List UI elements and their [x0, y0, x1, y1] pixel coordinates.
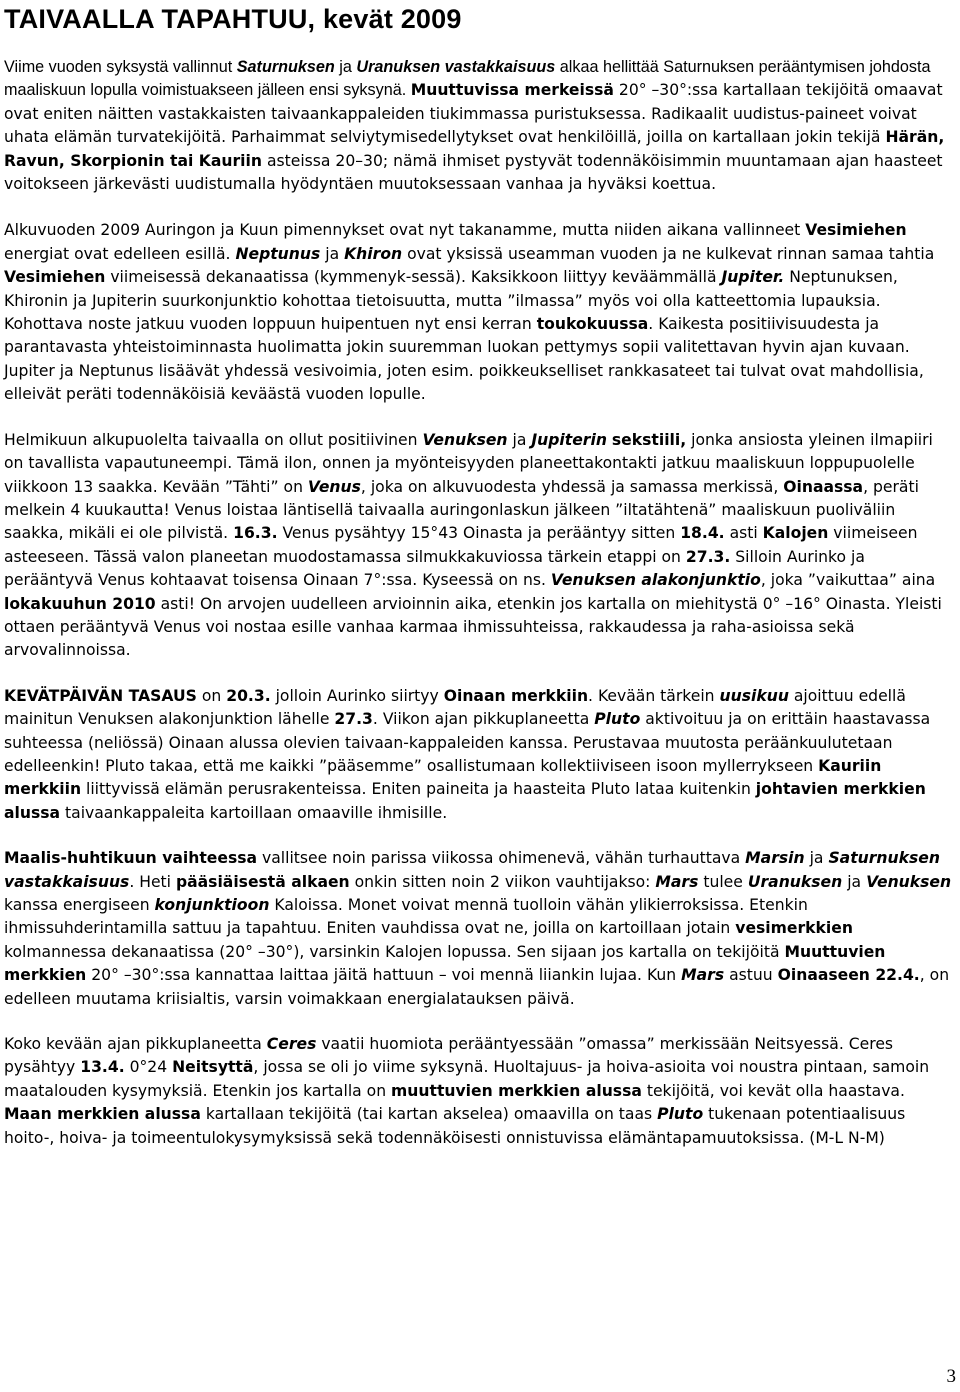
text-run: Oinaaseen 22.4.	[777, 966, 920, 985]
text-run: Silloin Aurinko ja perääntyvä Venus kohtaavat toisensa Oinaan 7°:ssa. Kyseessä on ns.	[4, 547, 865, 590]
text-run: asti! On arvojen uudelleen arvioinnin aika, etenkin jos kartalla on miehitystä 0° –16° Oinasta. Yleisti ottaen perääntyvä Venus voi nostaa esille vanhaa karmaa ihmissuhteissa, rakkaudessa ja raha-asioissa sekä arvovalinnoissa.	[4, 594, 942, 660]
text-run: Ceres	[266, 1035, 317, 1054]
text-run: Venus pysähtyy 15°43 Oinasta ja perääntyy sitten	[277, 524, 681, 543]
text-run: Jupiterin	[531, 430, 607, 449]
text-run: . Kaikesta positiivisuudesta ja parantavasta yhteistoiminnasta huolimatta jokin suuremman luokan pettymys sopii valitettavan hyvin ajan kuvaan. Jupiter ja Neptunus lisäävät yhdessä vesivoimia, joten esim. poikkeukselliset rankkasateet tai tulvat ovat mahdollisia, elleivät peräti todennäköisiä keväästä vuoden lopulle.	[4, 315, 924, 404]
text-run: Alkuvuoden 2009 Auringon ja Kuun pimennykset ovat nyt takanamme, mutta niiden aikana vallinneet	[4, 221, 806, 240]
text-run: Saturnuksen vastakkaisuus	[4, 849, 940, 891]
text-run: taivaankappaleita kartoillaan omaaville ihmisille.	[60, 803, 448, 822]
text-run: astuu	[724, 966, 778, 985]
text-run: vesimerkkien	[735, 919, 853, 938]
paragraph-eclipses-neptune	[4, 219, 956, 406]
text-run: onkin sitten noin 2 viikon vauhtijakso:	[349, 872, 656, 891]
text-run: 20.3.	[226, 686, 271, 705]
text-run: Venus	[307, 477, 361, 496]
text-run: uusikuu	[719, 686, 789, 705]
text-run: KEVÄTPÄIVÄN TASAUS	[4, 686, 197, 705]
text-run: Oinaan merkkiin	[443, 686, 589, 705]
text-run: viimeiseen asteeseen. Tässä valon planeetan muodostamassa silmukkakuviossa tärkein etappi on	[4, 524, 918, 566]
text-run: Kalojen	[762, 524, 829, 543]
text-run: energiat ovat edelleen esillä.	[4, 244, 236, 263]
text-run: , joka on alkuvuodesta yhdessä ja samassa merkissä,	[360, 477, 784, 496]
text-run: Kauriin merkkiin	[4, 756, 882, 799]
paragraph-mars	[4, 847, 956, 1011]
text-run: Viime vuoden syksystä vallinnut	[4, 58, 237, 76]
text-run: 13.4.	[80, 1058, 125, 1077]
text-run: . Heti	[129, 872, 176, 891]
text-run: , joka ”vaikuttaa” aina	[760, 571, 936, 590]
text-run: kartallaan tekijöitä (tai kartan akselea) omaavilla on taas	[200, 1105, 658, 1124]
text-run: Maan merkkien alussa	[4, 1105, 201, 1124]
text-run: sekstiili,	[611, 430, 687, 449]
document-page	[4, 0, 956, 1150]
text-run: konjunktioon	[154, 896, 270, 914]
text-run: vaatii huomiota perääntyessään ”omassa” merkissään Neitsyessä. Ceres pysähtyy	[4, 1035, 894, 1077]
text-run: , jossa se oli jo viime syksynä. Huoltajuus- ja hoiva-asioita voi noustra pintaan, samoin maatalouden kysymyksiä. Etenkin jos kartalla on	[4, 1058, 930, 1100]
text-run: asti	[724, 524, 763, 543]
text-run: Koko kevään ajan pikkuplaneetta	[4, 1035, 267, 1054]
text-run: ja	[507, 430, 532, 449]
text-run: jonka ansiosta yleinen ilmapiiri on tavallista vapautuneempi. Tämä ilon, onnen ja myönteisyyden planeettakontakti jatkuu maaliskuun loppupuolelle viikkoon 13 saakka. Kevään ”Tähti” on	[4, 430, 933, 496]
text-run: Khiron	[344, 244, 403, 263]
text-run: Oinaassa	[783, 477, 864, 496]
text-run: Mars	[681, 966, 725, 985]
text-run: Jupiter.	[721, 268, 785, 287]
text-run: Neptunus	[235, 244, 321, 263]
text-run: kanssa energiseen	[4, 896, 155, 914]
text-run: ja	[334, 58, 357, 76]
text-run: Uranuksen vastakkaisuus	[356, 58, 556, 76]
text-run: kolmannessa dekanaatissa (20° –30°), varsinkin Kalojen lopussa. Sen sijaan jos kartalla on tekijöitä	[4, 942, 785, 961]
text-run: 20° –30°:ssa kartallaan tekijöitä omaavat ovat eniten näitten vastakkaisten taivaankappaleiden tiukimmassa puristuksessa. Radikaalit uudistus-paineet voivat uhata elämän turvatekijöitä. Parhaimmat selviytymisedellytykset ovat henkilöillä, joilla on kartallaan jokin tekijä	[4, 81, 943, 147]
text-run: vallitsee noin parissa viikossa ohimenevä, vähän turhauttava	[257, 849, 746, 868]
text-run: Vesimiehen	[805, 221, 907, 240]
paragraph-ceres	[4, 1033, 956, 1150]
paragraph-venus	[4, 429, 956, 663]
text-run: Mars	[655, 872, 699, 891]
text-run: alkaa hellittää Saturnuksen perääntymisen johdosta maaliskuun lopulla voimistuakseen jälleen ensi syksynä.	[4, 58, 931, 100]
text-run: tekijöitä, voi kevät olla haastava.	[641, 1081, 905, 1100]
text-run: tulee	[698, 872, 748, 891]
text-run: jolloin Aurinko siirtyy	[270, 686, 444, 705]
page-number: 3	[946, 1366, 956, 1387]
text-run: Venuksen	[866, 872, 952, 891]
text-run: Pluto	[594, 710, 641, 729]
text-run: Härän, Ravun, Skorpionin tai Kauriin	[4, 128, 945, 170]
text-run: Maalis-huhtikuun vaihteessa	[4, 849, 258, 868]
text-run: Uranuksen	[747, 872, 843, 891]
text-run: Venuksen	[422, 430, 508, 449]
text-run: toukokuussa	[536, 315, 649, 334]
text-run: 27.3	[334, 710, 373, 729]
text-run: , peräti melkein 4 kuukautta! Venus loistaa läntisellä taivaalla auringonlaskun jälkeen ”iltatähtenä” maaliskuun puoliväliin saakka, mikäli ei ole pilvistä.	[4, 477, 919, 543]
text-run: Vesimiehen	[4, 268, 106, 287]
text-run: ovat yksissä useamman vuoden ja ne kulkevat rinnan samaa tahtia	[402, 244, 935, 263]
text-run: tukenaan potentiaalisuus hoito-, hoiva- ja toimeentulokysymyksissä sekä todennäköisesti onnistuvissa elämäntapamuutoksissa. (M-L N-M)	[4, 1105, 906, 1147]
text-run: Muuttuvissa merkeissä	[410, 81, 614, 100]
text-run: Kaloissa. Monet voivat mennä tuolloin vähän ylikierroksissa. Etenkin ihmissuhderintamilla sattuu ja tapahtuu. Eniten vauhdissa ovat ne, joilla on kartoillaan jotain	[4, 896, 808, 938]
text-run: pääsiäisestä alkaen	[175, 872, 350, 891]
text-run: viimeisessä dekanaatissa (kymmenyk-sessä). Kaksikkoon liittyy keväämmällä	[105, 268, 722, 287]
paragraph-saturn-uranus	[4, 56, 956, 196]
text-run: Muuttuvien merkkien	[4, 942, 886, 985]
text-run: Marsin	[745, 849, 805, 868]
text-run: 0°24	[124, 1058, 173, 1077]
text-run: ja	[842, 872, 867, 891]
text-run: Neptunuksen, Khironin ja Jupiterin suurkonjunktio kohottaa tietoisuutta, mutta ”ilmassa” myös voi olla katteettomia lupauksia. Kohottava noste jatkuu vuoden loppuun huipentuen nyt ensi kerran	[4, 268, 898, 334]
text-run: asteissa 20–30; nämä ihmiset pystyvät todennäköisimmin muuntamaan ajan haasteet voitokseen järkevästi uudistumalla hyödyntäen muutoksessaan vanhaa ja hyväksi koettua.	[4, 151, 943, 194]
paragraph-equinox	[4, 685, 956, 825]
text-run: Saturnuksen	[236, 58, 335, 76]
page-title: TAIVAALLA TAPAHTUU, kevät 2009	[4, 4, 462, 34]
text-run: 16.3.	[233, 524, 278, 543]
text-run: ja	[320, 244, 345, 263]
text-run: . Viikon ajan pikkuplaneetta	[372, 710, 595, 729]
text-run: Pluto	[657, 1105, 704, 1124]
text-run: on	[196, 686, 227, 705]
text-run: Neitsyttä	[172, 1058, 254, 1077]
text-run: . Kevään tärkein	[588, 686, 720, 705]
text-run: lokakuuhun 2010	[4, 594, 156, 613]
text-run: Helmikuun alkupuolelta taivaalla on ollut positiivinen	[4, 430, 423, 449]
text-run: ja	[804, 849, 829, 868]
text-run: 18.4.	[680, 524, 725, 543]
text-run: johtavien merkkien alussa	[4, 780, 926, 822]
text-run: Venuksen alakonjunktio	[550, 571, 761, 590]
text-run: 27.3.	[685, 547, 731, 566]
text-run: ajoittuu edellä mainitun Venuksen alakonjunktion lähelle	[4, 686, 906, 729]
text-run: , on edelleen muutama kriisialtis, varsin voimakkaan energialatauksen päivä.	[4, 966, 950, 1008]
text-run: liittyvissä elämän perusrakenteissa. Eniten paineita ja haasteita Pluto lataa kuitenkin	[81, 780, 756, 799]
text-run: aktivoituu ja on erittäin haastavassa suhteessa (neliössä) Oinaan alussa olevien taivaan-kappaleiden kanssa. Perustavaa muutosta peräänkuulutetaan edelleenkin! Pluto takaa, että me kaikki ”pääsemme” osallistumaan kollektiiviseen isoon myllerrykseen	[4, 710, 931, 775]
text-run: muuttuvien merkkien alussa	[391, 1081, 642, 1100]
text-run: 20° –30°:ssa kannattaa laittaa jäitä hattuun – voi mennä liiankin lujaa. Kun	[86, 966, 682, 985]
